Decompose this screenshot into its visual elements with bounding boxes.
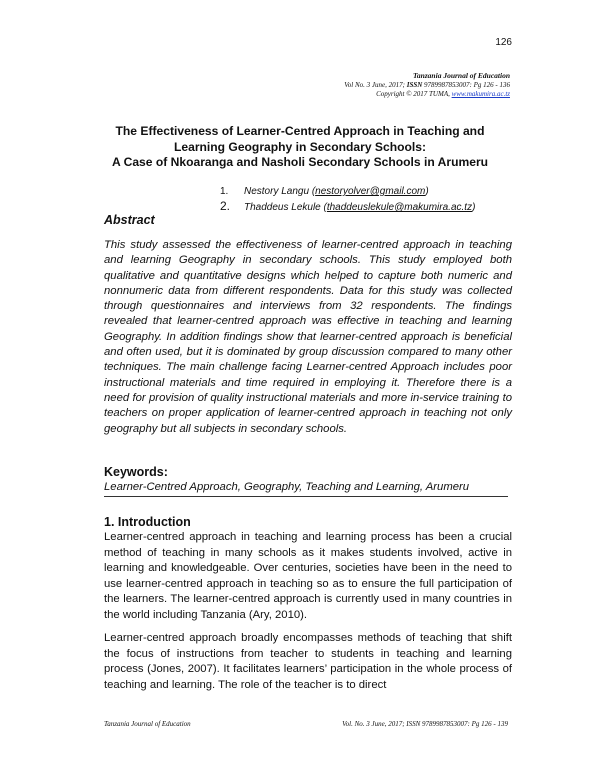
article-title: The Effectiveness of Learner-Centred Approach in Teaching and Learning Geography in Secondary Schools: A Case of Nkoaranga and Nasholi Secondary Schools in Arumeru <box>111 124 489 169</box>
journal-website-link[interactable]: www.makumira.ac.tz <box>451 90 510 98</box>
author-1-email-link[interactable]: nestoryolver@gmail.com <box>315 186 426 197</box>
footer-journal: Tanzania Journal of Education <box>104 720 191 728</box>
page-number: 126 <box>495 37 512 48</box>
author-1: 1. Nestory Langu (nestoryolver@gmail.com) <box>220 186 429 197</box>
introduction-paragraph-1: Learner-centred approach in teaching and learning process has been a crucial method of teaching in many schools as it makes students involved, active in learning and knowledgeable. Over centuries, societies have been in the need to use learner-centred approach in teaching so as to ensure the full participation of the learners. The learner-centred approach is currently used in many countries in the world including Tanzania (Ary, 2010). <box>104 531 512 621</box>
abstract-text: This study assessed the effectiveness of learner-centred approach in teaching and learning Geography in secondary schools. This study employed both qualitative and quantitative designs which helped to capture both numeric and nonnumeric data from different respondents. Data for this study was collected through questionnaires and interviews from 32 respondents. The findings revealed that learner-centred approach was effective in teaching and learning Geography. In addition findings show that learner-centred approach is beneficial and often used, but it is dominated by group discussion compared to many other techniques. The main challenge facing Learner-centred Approach includes poor instructional materials and time required in employing it. Therefore there is a need for provision of quality instructional materials and more in-service training to teachers on proper application of learner-centred approach in teaching not only geography but all subjects in secondary schools. <box>104 239 512 435</box>
journal-title: Tanzania Journal of Education <box>412 71 510 80</box>
keywords-text: Learner-Centred Approach, Geography, Teaching and Learning, Arumeru <box>104 480 508 497</box>
author-2-email-link[interactable]: thaddeuslekule@makumira.ac.tz <box>326 202 473 213</box>
keywords-heading: Keywords: <box>104 465 168 479</box>
journal-copyright: Copyright © 2017 TUMA, www.makumira.ac.tz <box>376 90 510 98</box>
abstract-heading: Abstract <box>104 213 155 227</box>
author-list <box>220 184 475 215</box>
journal-issue: Vol No. 3 June, 2017; ISSN 9789987853007: Pg 126 - 136 <box>344 80 510 89</box>
footer-issue: Vol. No. 3 June, 2017; ISSN 9789987853007: Pg 126 - 139 <box>342 720 508 728</box>
introduction-paragraph-2: Learner-centred approach broadly encompasses methods of teaching that shift the focus of instructions from teacher to students in teaching and learning process (Jones, 2007). It facilitates learners’ participation in the whole process of teaching and learning. The role of the teacher is to direct <box>104 632 512 691</box>
introduction-heading: 1. Introduction <box>104 515 191 529</box>
page-footer <box>104 720 508 728</box>
journal-info <box>344 71 510 100</box>
author-2: 2. Thaddeus Lekule (thaddeuslekule@makumira.ac.tz) <box>220 199 476 213</box>
